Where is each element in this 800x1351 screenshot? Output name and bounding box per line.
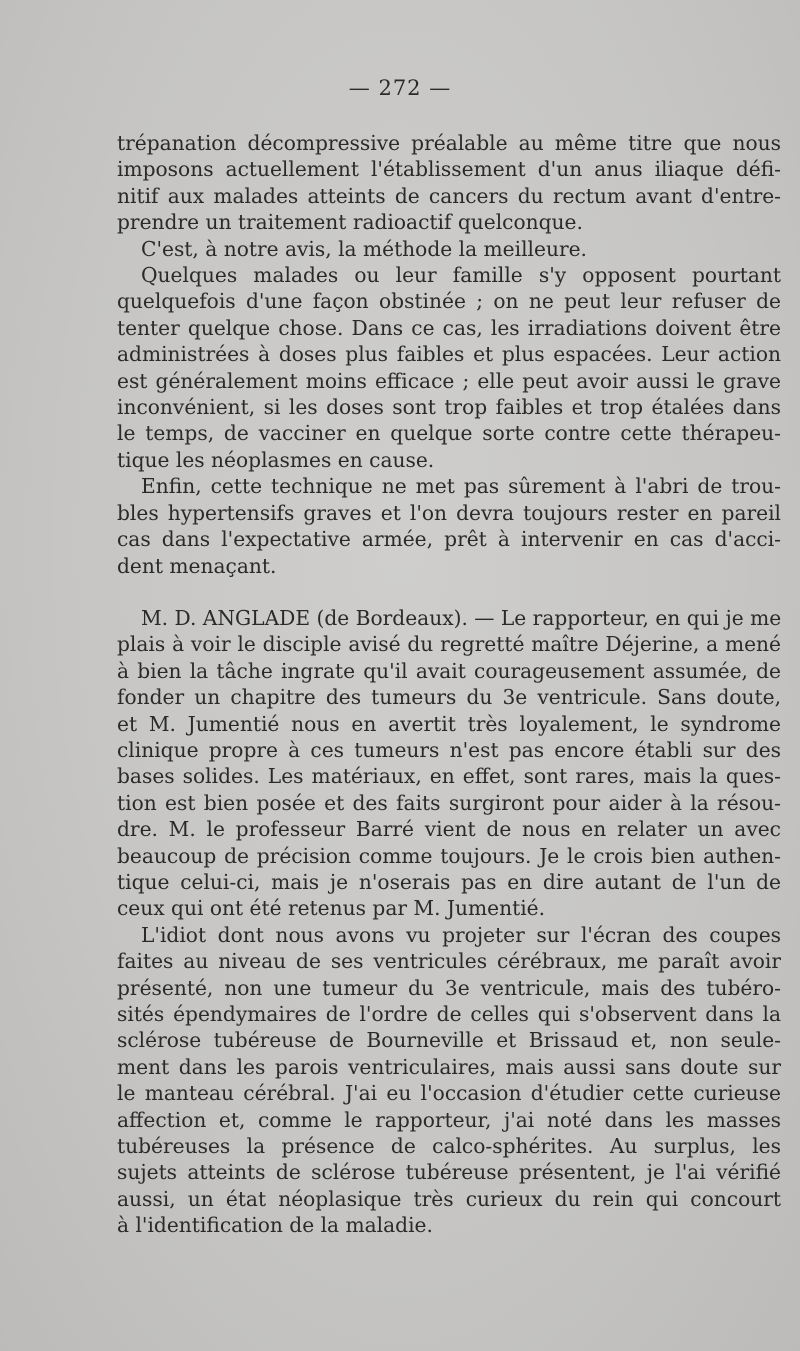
text-line: dent menaçant.: [117, 553, 277, 578]
text-line: clinique propre à ces tumeurs n'est pas encore établi sur des: [117, 737, 781, 762]
text-line: faites au niveau de ses ventricules cérébraux, me paraît avoir: [117, 949, 781, 974]
text-line: le manteau cérébral. J'ai eu l'occasion d'étudier cette curieuse: [117, 1081, 781, 1106]
text-line: prendre un traitement radioactif quelconque.: [117, 210, 583, 235]
text-line: sujets atteints de sclérose tubéreuse présentent, je l'ai vérifié: [117, 1160, 781, 1185]
text-line: sclérose tubéreuse de Bourneville et Brissaud et, non seule-: [117, 1028, 781, 1053]
body-text: [117, 130, 781, 1239]
text-line: sités épendymaires de l'ordre de celles qui s'observent dans la: [117, 1002, 781, 1026]
text-line: tique les néoplasmes en cause.: [117, 447, 435, 472]
text-line: tique celui-ci, mais je n'oserais pas en dire autant de l'un de: [117, 869, 781, 894]
text-line: tubéreuses la présence de calco-sphérites. Au surplus, les: [117, 1134, 781, 1159]
text-line: fonder un chapitre des tumeurs du 3e ventricule. Sans doute,: [117, 685, 781, 710]
text-line: est généralement moins efficace ; elle peut avoir aussi le grave: [117, 368, 781, 393]
text-line: inconvénient, si les doses sont trop faibles et trop étalées dans: [117, 395, 781, 420]
paragraph: [117, 605, 781, 922]
text-line: cas dans l'expectative armée, prêt à intervenir en cas d'acci-: [117, 527, 781, 552]
text-line: le temps, de vacciner en quelque sorte contre cette thérapeu-: [117, 421, 781, 446]
text-line: à l'identification de la maladie.: [117, 1213, 433, 1238]
text-line: Quelques malades ou leur famille s'y opposent pourtant: [141, 263, 781, 288]
text-line: quelquefois d'une façon obstinée ; on ne peut leur refuser de: [117, 289, 781, 314]
text-line: ceux qui ont été retenus par M. Jumentié.: [117, 896, 546, 921]
text-line: tion est bien posée et des faits surgiront pour aider à la résou-: [117, 790, 781, 815]
text-line: ment dans les parois ventriculaires, mais aussi sans doute sur: [117, 1054, 781, 1079]
page-number: — 272 —: [348, 76, 452, 100]
text-line: affection et, comme le rapporteur, j'ai noté dans les masses: [117, 1107, 781, 1132]
text-line: bles hypertensifs graves et l'on devra toujours rester en pareil: [117, 500, 781, 525]
text-line: imposons actuellement l'établissement d'un anus iliaque défi-: [117, 157, 781, 182]
text-line: tenter quelque chose. Dans ce cas, les irradiations doivent être: [117, 315, 781, 340]
paragraph: [117, 473, 781, 579]
paragraph: [117, 922, 781, 1239]
text-line: aussi, un état néoplasique très curieux du rein qui concourt: [117, 1186, 781, 1211]
text-line: beaucoup de précision comme toujours. Je le crois bien authen-: [117, 843, 781, 868]
text-line: L'idiot dont nous avons vu projeter sur l'écran des coupes: [141, 922, 781, 947]
text-line: nitif aux malades atteints de cancers du rectum avant d'entre-: [117, 183, 781, 208]
text-line: plais à voir le disciple avisé du regretté maître Déjerine, a mené: [117, 632, 781, 657]
text-line: bases solides. Les matériaux, en effet, sont rares, mais la ques-: [117, 764, 781, 789]
text-line: dre. M. le professeur Barré vient de nous en relater un avec: [117, 817, 781, 842]
text-line: présenté, non une tumeur du 3e ventricule, mais des tubéro-: [117, 975, 781, 1000]
text-line: Enfin, cette technique ne met pas sûrement à l'abri de trou-: [141, 474, 781, 499]
text-line: administrées à doses plus faibles et plus espacées. Leur action: [117, 342, 781, 367]
text-line: trépanation décompressive préalable au même titre que nous: [117, 131, 781, 155]
paragraph: [117, 236, 781, 262]
text-line: et M. Jumentié nous en avertit très loyalement, le syndrome: [117, 711, 781, 736]
paragraph: [117, 262, 781, 473]
text-line: M. D. ANGLADE (de Bordeaux). — Le rapporteur, en qui je me: [141, 605, 781, 630]
paragraph: [117, 130, 781, 236]
text-line: à bien la tâche ingrate qu'il avait courageusement assumée, de: [117, 658, 781, 683]
paragraph-gap: [117, 579, 781, 605]
text-line: C'est, à notre avis, la méthode la meilleure.: [141, 236, 587, 261]
